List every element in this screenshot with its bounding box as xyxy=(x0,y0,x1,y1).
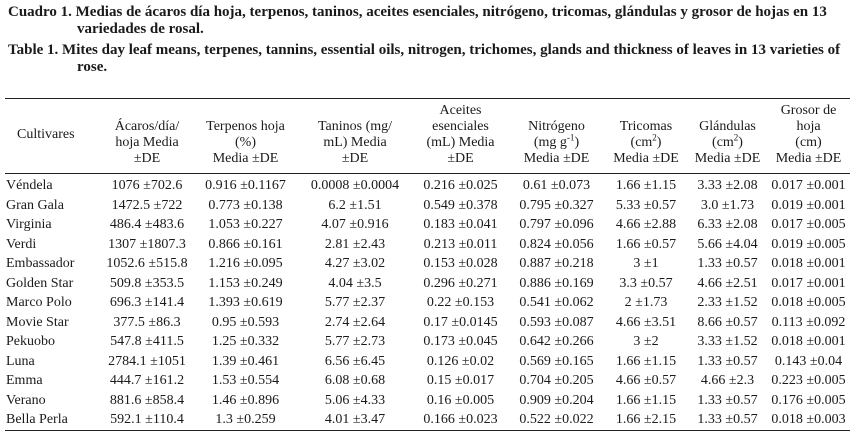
cell-terpenos: 0.916 ±0.1167 xyxy=(205,178,286,193)
cell-tricomas: 1.66 ±1.15 xyxy=(615,353,677,369)
cell-aceites: 0.296 ±0.271 xyxy=(423,275,498,291)
cell-nitrogeno: 0.61 ±0.073 xyxy=(522,178,591,193)
cell-terpenos: 1.053 ±0.227 xyxy=(208,217,283,232)
cell-aceites: 0.16 ±0.005 xyxy=(426,392,495,408)
cell-taninos: 6.08 ±0.68 xyxy=(324,373,386,388)
cell-glandulas: 4.66 ±2.3 xyxy=(700,373,755,388)
cell-taninos: 4.27 ±3.02 xyxy=(324,256,386,271)
cell-nitrogeno: 0.593 ±0.087 xyxy=(519,314,594,330)
header-nitrogeno: Nitrógeno (mg $g^{-1}$) Media ±DE xyxy=(523,119,590,166)
cell-tricomas: 1.66 ±2.15 xyxy=(615,412,677,427)
cell-acaros: 696.3 ±141.4 xyxy=(109,295,185,310)
cell-glandulas: 3.33 ±2.08 xyxy=(697,178,758,193)
table-row xyxy=(5,293,850,313)
cell-aceites: 0.22 ±0.153 xyxy=(426,295,495,310)
cell-aceites: 0.126 ±0.02 xyxy=(426,353,495,369)
cell-cultivar: Verdi xyxy=(6,236,37,252)
cell-cultivar: Véndela xyxy=(6,178,53,193)
cell-glandulas: 1.33 ±0.57 xyxy=(697,353,758,369)
cell-tricomas: 1.66 ±0.57 xyxy=(615,236,677,252)
cell-cultivar: Luna xyxy=(6,353,35,369)
cell-terpenos: 1.153 ±0.249 xyxy=(208,275,283,291)
cell-glandulas: 1.33 ±0.57 xyxy=(697,256,758,271)
cell-grosor: 0.019 ±0.005 xyxy=(771,236,846,252)
table-row xyxy=(5,371,850,391)
cell-acaros: 1307 ±1807.3 xyxy=(108,236,186,252)
cell-grosor: 0.143 ±0.04 xyxy=(774,353,843,369)
cell-acaros: 547.8 ±411.5 xyxy=(110,334,184,349)
header-acaros: Ácaros/día/ hoja Media ±DE xyxy=(114,119,180,166)
cell-grosor: 0.017 ±0.001 xyxy=(771,178,846,193)
cell-aceites: 0.166 ±0.023 xyxy=(423,412,498,427)
cell-terpenos: 1.393 ±0.619 xyxy=(208,295,283,310)
cell-terpenos: 1.39 ±0.461 xyxy=(211,353,280,369)
cell-terpenos: 1.53 ±0.554 xyxy=(211,373,280,388)
cell-taninos: 2.74 ±2.64 xyxy=(324,314,386,330)
header-glandulas: Glándulas $(cm^2)$ Media ±DE xyxy=(694,119,761,166)
cell-cultivar: Verano xyxy=(6,392,46,408)
cell-grosor: 0.019 ±0.001 xyxy=(771,197,846,213)
cell-aceites: 0.17 ±0.0145 xyxy=(423,314,498,330)
cell-taninos: 6.2 ±1.51 xyxy=(328,197,382,213)
cell-glandulas: 8.66 ±0.57 xyxy=(697,314,758,330)
cell-grosor: 0.223 ±0.005 xyxy=(771,373,846,388)
cell-aceites: 0.183 ±0.041 xyxy=(423,217,498,232)
cell-acaros: 377.5 ±86.3 xyxy=(113,314,181,330)
cell-taninos: 4.04 ±3.5 xyxy=(328,275,382,291)
cell-grosor: 0.176 ±0.005 xyxy=(771,392,846,408)
cell-glandulas: 1.33 ±0.57 xyxy=(697,412,758,427)
cell-nitrogeno: 0.797 ±0.096 xyxy=(519,217,594,232)
cell-cultivar: Marco Polo xyxy=(6,295,72,310)
cell-grosor: 0.113 ±0.092 xyxy=(771,314,846,330)
cell-tricomas: 3 ±2 xyxy=(633,334,659,349)
table-row xyxy=(5,235,850,255)
cell-tricomas: 5.33 ±0.57 xyxy=(615,197,677,213)
header-aceites: Aceites esenciales (mL) Media ±DE xyxy=(426,103,495,166)
header-tricomas: Tricomas $(cm^2)$ Media ±DE xyxy=(613,119,679,166)
cell-terpenos: 0.773 ±0.138 xyxy=(208,197,283,213)
header-cultivares: Cultivares xyxy=(17,127,75,142)
cell-taninos: 5.77 ±2.37 xyxy=(324,295,386,310)
cell-taninos: 0.0008 ±0.0004 xyxy=(310,178,400,193)
cell-grosor: 0.018 ±0.001 xyxy=(771,256,846,271)
cell-cultivar: Bella Perla xyxy=(6,412,68,427)
cell-tricomas: 3.3 ±0.57 xyxy=(619,275,673,291)
header-taninos: Taninos (mg/ mL) Media ±DE xyxy=(317,119,393,166)
table-row xyxy=(5,352,850,372)
cell-taninos: 4.07 ±0.916 xyxy=(321,217,389,232)
table-row xyxy=(5,274,850,294)
table-row xyxy=(5,332,850,352)
cell-aceites: 0.213 ±0.011 xyxy=(423,236,498,252)
cell-taninos: 2.81 ±2.43 xyxy=(324,236,386,252)
cell-grosor: 0.017 ±0.001 xyxy=(771,275,846,291)
cell-acaros: 1472.5 ±722 xyxy=(111,197,183,213)
cell-acaros: 881.6 ±858.4 xyxy=(109,392,185,408)
header-row xyxy=(5,99,850,174)
cell-nitrogeno: 0.541 ±0.062 xyxy=(519,295,594,310)
cell-aceites: 0.153 ±0.028 xyxy=(423,256,498,271)
cell-terpenos: 1.25 ±0.332 xyxy=(211,334,280,349)
cell-nitrogeno: 0.704 ±0.205 xyxy=(519,373,594,388)
cell-nitrogeno: 0.824 ±0.056 xyxy=(519,236,594,252)
cell-grosor: 0.018 ±0.001 xyxy=(771,334,846,349)
cell-tricomas: 2 ±1.73 xyxy=(624,295,668,310)
cell-tricomas: 4.66 ±2.88 xyxy=(615,217,677,232)
cell-cultivar: Gran Gala xyxy=(6,197,64,213)
cell-cultivar: Emma xyxy=(6,373,43,388)
table-row xyxy=(5,410,850,430)
cell-glandulas: 4.66 ±2.51 xyxy=(697,275,758,291)
cell-grosor: 0.017 ±0.005 xyxy=(771,217,846,232)
cell-aceites: 0.15 ±0.017 xyxy=(426,373,495,388)
cell-cultivar: Virginia xyxy=(6,217,52,232)
cell-tricomas: 3 ±1 xyxy=(633,256,659,271)
table-row xyxy=(5,391,850,411)
table-row xyxy=(5,313,850,333)
table-row xyxy=(5,196,850,216)
header-terpenos: Terpenos hoja (%) Media ±DE xyxy=(206,119,285,166)
cell-glandulas: 5.66 ±4.04 xyxy=(697,236,758,252)
cell-grosor: 0.018 ±0.005 xyxy=(771,295,846,310)
table-caption xyxy=(8,4,856,80)
table-row xyxy=(5,254,850,274)
caption-english: Table 1. Mites day leaf means, terpenes, tannins, essential oils, nitrogen, trichomes, glands and thickness of leaves in 13 varieties of rose. xyxy=(8,42,841,75)
table-row xyxy=(5,215,850,235)
cell-acaros: 2784.1 ±1051 xyxy=(108,353,186,369)
cell-acaros: 1076 ±702.6 xyxy=(111,178,183,193)
cell-nitrogeno: 0.569 ±0.165 xyxy=(519,353,594,369)
cell-tricomas: 1.66 ±1.15 xyxy=(615,178,677,193)
table-body xyxy=(5,174,850,431)
cell-glandulas: 6.33 ±2.08 xyxy=(697,217,758,232)
cell-nitrogeno: 0.886 ±0.169 xyxy=(519,275,594,291)
cell-glandulas: 3.0 ±1.73 xyxy=(700,197,755,213)
cell-tricomas: 1.66 ±1.15 xyxy=(615,392,677,408)
cell-taninos: 6.56 ±6.45 xyxy=(324,353,386,369)
cell-aceites: 0.173 ±0.045 xyxy=(423,334,498,349)
cell-cultivar: Movie Star xyxy=(6,314,69,330)
caption-spanish: Cuadro 1. Medias de ácaros día hoja, terpenos, taninos, aceites esenciales, nitrógeno, tricomas, glándulas y grosor de hojas en 13 variedades de rosal. xyxy=(8,4,827,37)
cell-glandulas: 1.33 ±0.57 xyxy=(697,392,758,408)
cell-taninos: 5.06 ±4.33 xyxy=(324,392,386,408)
data-table xyxy=(5,98,850,431)
cell-nitrogeno: 0.909 ±0.204 xyxy=(519,392,594,408)
cell-nitrogeno: 0.887 ±0.218 xyxy=(519,256,594,271)
cell-tricomas: 4.66 ±0.57 xyxy=(615,373,677,388)
cell-terpenos: 1.216 ±0.095 xyxy=(208,256,283,271)
cell-cultivar: Golden Star xyxy=(6,275,74,291)
cell-nitrogeno: 0.642 ±0.266 xyxy=(519,334,594,349)
table-row xyxy=(5,174,850,196)
cell-glandulas: 3.33 ±1.52 xyxy=(697,334,758,349)
cell-cultivar: Pekuobo xyxy=(6,334,55,349)
cell-acaros: 444.7 ±161.2 xyxy=(109,373,185,388)
cell-acaros: 509.8 ±353.5 xyxy=(109,275,185,291)
cell-aceites: 0.549 ±0.378 xyxy=(423,197,498,213)
cell-aceites: 0.216 ±0.025 xyxy=(423,178,498,193)
cell-nitrogeno: 0.522 ±0.022 xyxy=(519,412,594,427)
cell-terpenos: 1.46 ±0.896 xyxy=(211,392,280,408)
cell-acaros: 1052.6 ±515.8 xyxy=(106,256,188,271)
cell-cultivar: Embassador xyxy=(6,256,75,271)
cell-terpenos: 1.3 ±0.259 xyxy=(215,412,276,427)
cell-acaros: 486.4 ±483.6 xyxy=(109,217,185,232)
header-grosor: Grosor de hoja (cm) Media ±DE xyxy=(775,103,842,166)
cell-nitrogeno: 0.795 ±0.327 xyxy=(519,197,594,213)
cell-acaros: 592.1 ±110.4 xyxy=(110,412,184,427)
cell-tricomas: 4.66 ±3.51 xyxy=(615,314,677,330)
cell-taninos: 5.77 ±2.73 xyxy=(324,334,386,349)
cell-terpenos: 0.95 ±0.593 xyxy=(211,314,280,330)
cell-terpenos: 0.866 ±0.161 xyxy=(208,236,283,252)
cell-glandulas: 2.33 ±1.52 xyxy=(697,295,758,310)
cell-taninos: 4.01 ±3.47 xyxy=(324,412,386,427)
cell-grosor: 0.018 ±0.003 xyxy=(771,412,846,427)
